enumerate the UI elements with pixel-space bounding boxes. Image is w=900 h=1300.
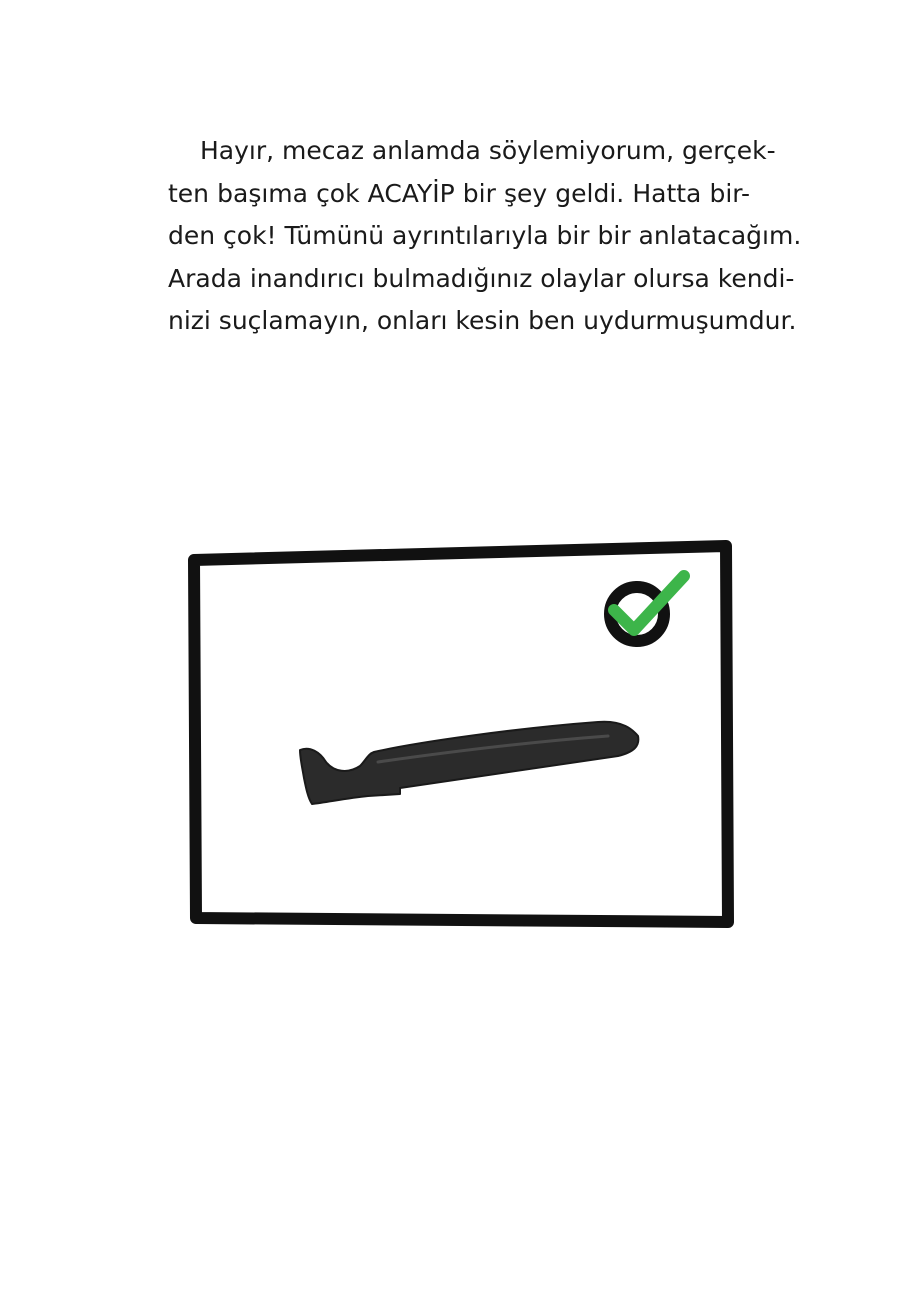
paragraph-line-1: Hayır, mecaz anlamda söylemiyorum, gerçek- <box>200 136 776 165</box>
illustration-frame <box>194 546 728 922</box>
paragraph-line-4: Arada inandırıcı bulmadığınız olaylar olursa kendi- <box>168 263 795 293</box>
paragraph-line-2: ten başıma çok ACAYİP bir şey geldi. Hatta bir- <box>168 178 750 208</box>
illustration-canvas <box>188 540 734 930</box>
knife-illustration <box>188 540 734 930</box>
story-paragraph <box>168 130 802 343</box>
paragraph-line-3: den çok! Tümünü ayrıntılarıyla bir bir anlatacağım. <box>168 221 802 250</box>
paragraph-line-5: nizi suçlamayın, onları kesin ben uydurmuşumdur. <box>168 306 797 335</box>
